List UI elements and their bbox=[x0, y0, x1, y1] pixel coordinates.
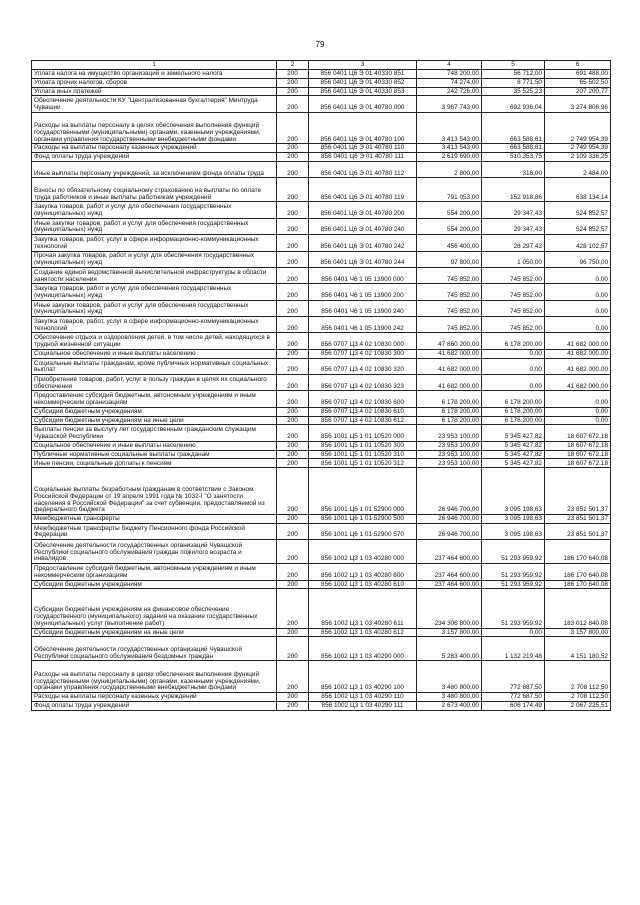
row-classification-cell: 856 0401 Ч6 1 05 13900 200 bbox=[309, 284, 417, 300]
row-unexecuted-cell: 41 682 000,00 bbox=[545, 358, 611, 374]
row-classification-cell: 856 0401 Ц6 Э 01 40780 100 bbox=[309, 112, 417, 144]
row-executed-cell: 0,00 bbox=[482, 358, 545, 374]
row-executed-cell: 56 712,00 bbox=[482, 70, 545, 79]
row-approved-cell: 2 800,00 bbox=[417, 161, 482, 177]
row-approved-cell: 23 953 100,00 bbox=[417, 459, 482, 468]
row-classification-cell: 856 0401 Ц6 Э 01 40780 240 bbox=[309, 218, 417, 234]
row-code-cell: 200 bbox=[277, 161, 309, 177]
table-row bbox=[32, 235, 611, 251]
row-classification-cell: 856 0401 Ц6 Э 01 40330 853 bbox=[309, 87, 417, 96]
row-executed-cell: 5 345 427,82 bbox=[482, 441, 545, 450]
row-code-cell: 200 bbox=[277, 235, 309, 251]
row-code-cell: 200 bbox=[277, 523, 309, 539]
table-row bbox=[32, 580, 611, 589]
row-name-cell: Закупка товаров, работ, услуг в сфере информационно-коммуникационных технологий bbox=[32, 317, 277, 333]
table-row bbox=[32, 78, 611, 87]
table-row bbox=[32, 284, 611, 300]
row-classification-cell: 856 0707 Ц3 4 02 10830 600 bbox=[309, 391, 417, 407]
row-executed-cell: 6 178 200,00 bbox=[482, 333, 545, 349]
row-name-cell: Иные закупки товаров, работ и услуг для обеспечения государственных (муниципальных) нужд bbox=[32, 218, 277, 234]
table-row bbox=[32, 391, 611, 407]
table-row bbox=[32, 523, 611, 539]
row-approved-cell: 554 200,00 bbox=[417, 218, 482, 234]
row-classification-cell: 856 0401 Ц6 Э 01 40330 852 bbox=[309, 78, 417, 87]
row-code-cell: 200 bbox=[277, 70, 309, 79]
row-approved-cell: 47 860 200,00 bbox=[417, 333, 482, 349]
row-unexecuted-cell: 207 200,77 bbox=[545, 87, 611, 96]
table-row bbox=[32, 317, 611, 333]
row-code-cell: 200 bbox=[277, 317, 309, 333]
row-unexecuted-cell: 2 708 112,50 bbox=[545, 692, 611, 701]
row-approved-cell: 23 953 100,00 bbox=[417, 441, 482, 450]
table-row bbox=[32, 661, 611, 693]
row-classification-cell: 856 1001 Ц5 1 01 10520 312 bbox=[309, 459, 417, 468]
row-name-cell: Уплата прочих налогов, сборов bbox=[32, 78, 277, 87]
row-code-cell: 200 bbox=[277, 564, 309, 580]
row-name-cell: Межбюджетные трансферты бюджету Пенсионного фонда Российской Федерации bbox=[32, 523, 277, 539]
column-header: 6 bbox=[545, 61, 611, 70]
row-approved-cell: 748 200,00 bbox=[417, 70, 482, 79]
row-executed-cell: 5 345 427,82 bbox=[482, 459, 545, 468]
row-approved-cell: 6 178 200,00 bbox=[417, 407, 482, 416]
row-executed-cell: 6 178 200,00 bbox=[482, 407, 545, 416]
table-row bbox=[32, 358, 611, 374]
row-name-cell: Прочая закупка товаров, работ и услуг для обеспечения государственных (муниципальных) нужд bbox=[32, 251, 277, 267]
row-name-cell: Фонд оплаты труда учреждений bbox=[32, 153, 277, 162]
row-classification-cell: 856 1001 Ц6 1 01 52900 000 bbox=[309, 468, 417, 515]
table-row bbox=[32, 178, 611, 202]
row-name-cell: Уплата иных платежей bbox=[32, 87, 277, 96]
table-row bbox=[32, 349, 611, 358]
budget-execution-table bbox=[31, 60, 611, 711]
row-classification-cell: 856 0707 Ц3 4 02 10830 320 bbox=[309, 358, 417, 374]
row-name-cell: Социальное обеспечение и иные выплаты населению bbox=[32, 349, 277, 358]
row-approved-cell: 6 178 200,00 bbox=[417, 416, 482, 425]
row-classification-cell: 856 1001 Ц5 1 01 10520 300 bbox=[309, 441, 417, 450]
row-unexecuted-cell: 0,00 bbox=[545, 416, 611, 425]
row-code-cell: 200 bbox=[277, 692, 309, 701]
row-unexecuted-cell: 0,00 bbox=[545, 391, 611, 407]
row-executed-cell: 51 293 959,92 bbox=[482, 589, 545, 628]
row-executed-cell: 663 588,61 bbox=[482, 112, 545, 144]
row-name-cell: Создание единой ведомственной вычислительной инфраструктуры в области занятости населения bbox=[32, 267, 277, 283]
row-unexecuted-cell: 3 157 800,00 bbox=[545, 628, 611, 637]
row-approved-cell: 3 413 543,00 bbox=[417, 112, 482, 144]
row-unexecuted-cell: 0,00 bbox=[545, 407, 611, 416]
row-code-cell: 200 bbox=[277, 144, 309, 153]
row-unexecuted-cell: 41 682 000,00 bbox=[545, 349, 611, 358]
row-classification-cell: 856 1002 Ц3 1 03 40280 600 bbox=[309, 564, 417, 580]
row-unexecuted-cell: 2 067 225,51 bbox=[545, 701, 611, 710]
table-row bbox=[32, 300, 611, 316]
table-row bbox=[32, 112, 611, 144]
row-executed-cell: 1 132 219,48 bbox=[482, 637, 545, 661]
row-code-cell: 200 bbox=[277, 358, 309, 374]
row-classification-cell: 856 0401 Ц6 Э 01 40330 851 bbox=[309, 70, 417, 79]
row-name-cell: Обеспечение деятельности КУ "Централизованная бухгалтерия" Минтруда Чувашии bbox=[32, 96, 277, 112]
table-row bbox=[32, 267, 611, 283]
row-executed-cell: 510 353,75 bbox=[482, 153, 545, 162]
row-name-cell: Выплаты пенсии за выслугу лет государственным гражданским служащим Чувашской Республики bbox=[32, 425, 277, 441]
row-name-cell: Публичные нормативные социальные выплаты гражданам bbox=[32, 450, 277, 459]
row-approved-cell: 3 413 543,00 bbox=[417, 144, 482, 153]
row-executed-cell: 772 687,50 bbox=[482, 661, 545, 693]
row-unexecuted-cell: 186 170 640,08 bbox=[545, 564, 611, 580]
row-code-cell: 200 bbox=[277, 515, 309, 524]
row-name-cell: Социальное обеспечение и иные выплаты населению bbox=[32, 441, 277, 450]
row-classification-cell: 856 0401 Ц6 Э 01 40780 244 bbox=[309, 251, 417, 267]
row-unexecuted-cell: 638 134,14 bbox=[545, 178, 611, 202]
row-unexecuted-cell: 0,00 bbox=[545, 284, 611, 300]
row-unexecuted-cell: 2 749 954,39 bbox=[545, 112, 611, 144]
row-code-cell: 200 bbox=[277, 540, 309, 564]
row-code-cell: 200 bbox=[277, 112, 309, 144]
row-classification-cell: 856 1002 Ц3 1 03 40290 110 bbox=[309, 692, 417, 701]
row-classification-cell: 856 1002 Ц3 1 03 40280 610 bbox=[309, 580, 417, 589]
row-classification-cell: 856 0401 Ц6 Э 01 40780 112 bbox=[309, 161, 417, 177]
table-row bbox=[32, 459, 611, 468]
row-executed-cell: 6 178 200,00 bbox=[482, 391, 545, 407]
row-executed-cell: 51 293 959,92 bbox=[482, 564, 545, 580]
row-executed-cell: 772 687,50 bbox=[482, 692, 545, 701]
row-classification-cell: 856 0401 Ц6 Э 01 40780 111 bbox=[309, 153, 417, 162]
table-row bbox=[32, 375, 611, 391]
row-classification-cell: 856 1002 Ц3 1 03 40280 000 bbox=[309, 540, 417, 564]
column-header: 3 bbox=[309, 61, 417, 70]
row-classification-cell: 856 0401 Ч6 1 05 13900 000 bbox=[309, 267, 417, 283]
row-code-cell: 200 bbox=[277, 333, 309, 349]
row-approved-cell: 41 682 000,00 bbox=[417, 375, 482, 391]
row-approved-cell: 791 053,00 bbox=[417, 178, 482, 202]
row-executed-cell: 28 297,43 bbox=[482, 235, 545, 251]
row-classification-cell: 856 1002 Ц3 1 03 40290 100 bbox=[309, 661, 417, 693]
row-approved-cell: 23 953 100,00 bbox=[417, 425, 482, 441]
row-unexecuted-cell: 18 607 672,18 bbox=[545, 459, 611, 468]
row-approved-cell: 456 400,00 bbox=[417, 235, 482, 251]
row-executed-cell: 606 174,49 bbox=[482, 701, 545, 710]
row-classification-cell: 856 0707 Ц3 4 02 10830 612 bbox=[309, 416, 417, 425]
row-name-cell: Межбюджетные трансферты bbox=[32, 515, 277, 524]
row-unexecuted-cell: 18 607 672,18 bbox=[545, 450, 611, 459]
row-approved-cell: 3 480 800,00 bbox=[417, 661, 482, 693]
row-classification-cell: 856 0401 Ц6 Э 01 40780 110 bbox=[309, 144, 417, 153]
row-approved-cell: 3 157 800,00 bbox=[417, 628, 482, 637]
table-row bbox=[32, 441, 611, 450]
row-approved-cell: 745 852,00 bbox=[417, 317, 482, 333]
row-executed-cell: 51 293 959,92 bbox=[482, 580, 545, 589]
row-name-cell: Расходы на выплаты персоналу казенных учреждений bbox=[32, 144, 277, 153]
row-name-cell: Иные пенсии, социальные доплаты к пенсиям bbox=[32, 459, 277, 468]
row-approved-cell: 26 946 700,00 bbox=[417, 468, 482, 515]
row-code-cell: 200 bbox=[277, 628, 309, 637]
row-executed-cell: 0,00 bbox=[482, 628, 545, 637]
row-classification-cell: 856 1002 Ц3 1 03 40280 611 bbox=[309, 589, 417, 628]
row-code-cell: 200 bbox=[277, 701, 309, 710]
row-approved-cell: 97 800,00 bbox=[417, 251, 482, 267]
row-classification-cell: 856 0401 Ц6 Э 01 40780 000 bbox=[309, 96, 417, 112]
row-code-cell: 200 bbox=[277, 416, 309, 425]
table-row bbox=[32, 70, 611, 79]
row-executed-cell: 3 095 198,63 bbox=[482, 523, 545, 539]
row-code-cell: 200 bbox=[277, 202, 309, 218]
row-unexecuted-cell: 691 488,00 bbox=[545, 70, 611, 79]
table-row bbox=[32, 333, 611, 349]
row-code-cell: 200 bbox=[277, 375, 309, 391]
table-row bbox=[32, 540, 611, 564]
row-code-cell: 200 bbox=[277, 267, 309, 283]
row-executed-cell: 0,00 bbox=[482, 349, 545, 358]
row-name-cell: Уплата налога на имущество организаций и земельного налога bbox=[32, 70, 277, 79]
row-executed-cell: 692 936,04 bbox=[482, 96, 545, 112]
table-row bbox=[32, 87, 611, 96]
row-unexecuted-cell: 186 170 640,08 bbox=[545, 540, 611, 564]
row-code-cell: 200 bbox=[277, 391, 309, 407]
row-code-cell: 200 bbox=[277, 407, 309, 416]
page-number: 79 bbox=[315, 40, 325, 49]
row-executed-cell: 8 771,50 bbox=[482, 78, 545, 87]
row-executed-cell: 0,00 bbox=[482, 375, 545, 391]
row-unexecuted-cell: 41 682 000,00 bbox=[545, 375, 611, 391]
row-code-cell: 200 bbox=[277, 459, 309, 468]
row-classification-cell: 856 0707 Ц3 4 02 10830 000 bbox=[309, 333, 417, 349]
row-code-cell: 200 bbox=[277, 349, 309, 358]
row-unexecuted-cell: 0,00 bbox=[545, 300, 611, 316]
table-row bbox=[32, 450, 611, 459]
table-row bbox=[32, 628, 611, 637]
row-name-cell: Расходы на выплаты персоналу в целях обеспечения выполнения функций государственными (муниципальными) органами, казенными учреждениями, органами управления государственными внебюджетными фондами bbox=[32, 112, 277, 144]
row-code-cell: 200 bbox=[277, 468, 309, 515]
row-classification-cell: 856 1001 Ц5 1 01 10520 000 bbox=[309, 425, 417, 441]
row-name-cell: Фонд оплаты труда учреждений bbox=[32, 701, 277, 710]
row-name-cell: Субсидии бюджетным учреждениям на финансовое обеспечение государственного (муниципального) задания на оказание государственных (муниципальных) услуг (выполнение работ) bbox=[32, 589, 277, 628]
row-unexecuted-cell: 524 852,57 bbox=[545, 202, 611, 218]
row-name-cell: Социальные выплаты безработным гражданам в соответствии с Законом Российской Федерации от 19 апреля 1991 года № 1032-I "О занятости населения в Российской Федерации" за счет субвенции, предоставляемой из федерального бюджета bbox=[32, 468, 277, 515]
row-unexecuted-cell: 41 682 000,00 bbox=[545, 333, 611, 349]
row-unexecuted-cell: 18 607 672,18 bbox=[545, 441, 611, 450]
row-name-cell: Закупка товаров, работ и услуг для обеспечения государственных (муниципальных) нужд bbox=[32, 202, 277, 218]
column-header: 5 bbox=[482, 61, 545, 70]
row-code-cell: 200 bbox=[277, 251, 309, 267]
row-classification-cell: 856 1002 Ц3 1 03 40290 111 bbox=[309, 701, 417, 710]
row-unexecuted-cell: 3 274 806,96 bbox=[545, 96, 611, 112]
row-unexecuted-cell: 2 708 112,50 bbox=[545, 661, 611, 693]
row-unexecuted-cell: 428 102,57 bbox=[545, 235, 611, 251]
row-approved-cell: 26 946 700,00 bbox=[417, 523, 482, 539]
table-row bbox=[32, 425, 611, 441]
row-classification-cell: 856 1001 Ц5 1 01 10520 310 bbox=[309, 450, 417, 459]
row-executed-cell: 152 918,86 bbox=[482, 178, 545, 202]
table-row bbox=[32, 153, 611, 162]
row-approved-cell: 41 682 000,00 bbox=[417, 349, 482, 358]
row-executed-cell: 745 852,00 bbox=[482, 317, 545, 333]
row-approved-cell: 2 619 690,00 bbox=[417, 153, 482, 162]
row-unexecuted-cell: 2 749 954,39 bbox=[545, 144, 611, 153]
row-code-cell: 200 bbox=[277, 441, 309, 450]
table-row bbox=[32, 692, 611, 701]
table-row bbox=[32, 468, 611, 515]
row-approved-cell: 3 967 743,00 bbox=[417, 96, 482, 112]
row-unexecuted-cell: 183 012 840,08 bbox=[545, 589, 611, 628]
row-unexecuted-cell: 23 851 501,37 bbox=[545, 523, 611, 539]
row-unexecuted-cell: 23 851 501,37 bbox=[545, 468, 611, 515]
row-classification-cell: 856 0401 Ц6 Э 01 40780 242 bbox=[309, 235, 417, 251]
row-approved-cell: 26 946 700,00 bbox=[417, 515, 482, 524]
row-classification-cell: 856 0401 Ц6 Э 01 40780 119 bbox=[309, 178, 417, 202]
table-row bbox=[32, 251, 611, 267]
row-name-cell: Расходы на выплаты персоналу в целях обеспечения выполнения функций государственными (муниципальными) органами, казенными учреждениями, органами управления государственными внебюджетными фондами bbox=[32, 661, 277, 693]
row-classification-cell: 856 0707 Ц3 4 02 10830 610 bbox=[309, 407, 417, 416]
row-classification-cell: 856 0401 Ц6 Э 01 40780 200 bbox=[309, 202, 417, 218]
row-code-cell: 200 bbox=[277, 96, 309, 112]
row-executed-cell: 35 525,23 bbox=[482, 87, 545, 96]
row-code-cell: 200 bbox=[277, 637, 309, 661]
row-executed-cell: 745 852,00 bbox=[482, 267, 545, 283]
row-code-cell: 200 bbox=[277, 450, 309, 459]
row-approved-cell: 554 200,00 bbox=[417, 202, 482, 218]
table-row bbox=[32, 144, 611, 153]
row-code-cell: 200 bbox=[277, 153, 309, 162]
row-name-cell: Иные закупки товаров, работ и услуг для обеспечения государственных (муниципальных) нужд bbox=[32, 300, 277, 316]
row-unexecuted-cell: 2 109 336,25 bbox=[545, 153, 611, 162]
row-approved-cell: 41 682 000,00 bbox=[417, 358, 482, 374]
row-executed-cell: 5 345 427,82 bbox=[482, 425, 545, 441]
row-approved-cell: 3 480 800,00 bbox=[417, 692, 482, 701]
row-name-cell: Субсидии бюджетным учреждениям на иные цели bbox=[32, 628, 277, 637]
table-row bbox=[32, 161, 611, 177]
row-code-cell: 200 bbox=[277, 78, 309, 87]
row-executed-cell: 3 095 198,63 bbox=[482, 468, 545, 515]
row-code-cell: 200 bbox=[277, 589, 309, 628]
row-executed-cell: 316,00 bbox=[482, 161, 545, 177]
row-executed-cell: 1 050,00 bbox=[482, 251, 545, 267]
table-row bbox=[32, 515, 611, 524]
column-header: 2 bbox=[277, 61, 309, 70]
table-row bbox=[32, 564, 611, 580]
row-unexecuted-cell: 65 502,50 bbox=[545, 78, 611, 87]
row-classification-cell: 856 1001 Ц6 1 01 52900 570 bbox=[309, 523, 417, 539]
row-code-cell: 200 bbox=[277, 580, 309, 589]
table-row bbox=[32, 407, 611, 416]
row-name-cell: Взносы по обязательному социальному страхованию на выплаты по оплате труда работников и иные выплаты работникам учреждений bbox=[32, 178, 277, 202]
row-approved-cell: 237 464 600,00 bbox=[417, 564, 482, 580]
column-header: 1 bbox=[32, 61, 277, 70]
row-code-cell: 200 bbox=[277, 425, 309, 441]
table-header-row bbox=[32, 61, 611, 70]
row-executed-cell: 29 347,43 bbox=[482, 202, 545, 218]
row-executed-cell: 6 178 200,00 bbox=[482, 416, 545, 425]
row-code-cell: 200 bbox=[277, 284, 309, 300]
row-name-cell: Закупка товаров, работ, услуг в сфере информационно-коммуникационных технологий bbox=[32, 235, 277, 251]
row-approved-cell: 745 852,00 bbox=[417, 284, 482, 300]
row-unexecuted-cell: 0,00 bbox=[545, 267, 611, 283]
row-approved-cell: 745 852,00 bbox=[417, 300, 482, 316]
row-executed-cell: 29 347,43 bbox=[482, 218, 545, 234]
row-classification-cell: 856 1002 Ц3 1 03 40290 000 bbox=[309, 637, 417, 661]
row-approved-cell: 2 673 400,00 bbox=[417, 701, 482, 710]
row-unexecuted-cell: 0,00 bbox=[545, 317, 611, 333]
row-code-cell: 200 bbox=[277, 218, 309, 234]
row-name-cell: Обеспечение отдыха и оздоровления детей, в том числе детей, находящихся в трудной жизненной ситуации bbox=[32, 333, 277, 349]
row-classification-cell: 856 0401 Ч6 1 05 13900 240 bbox=[309, 300, 417, 316]
row-executed-cell: 745 852,00 bbox=[482, 300, 545, 316]
row-approved-cell: 6 178 200,00 bbox=[417, 391, 482, 407]
table-row bbox=[32, 202, 611, 218]
table-row bbox=[32, 637, 611, 661]
row-approved-cell: 74 274,00 bbox=[417, 78, 482, 87]
row-executed-cell: 663 588,61 bbox=[482, 144, 545, 153]
row-unexecuted-cell: 2 484,00 bbox=[545, 161, 611, 177]
row-unexecuted-cell: 18 607 672,18 bbox=[545, 425, 611, 441]
row-executed-cell: 3 095 198,63 bbox=[482, 515, 545, 524]
table-row bbox=[32, 416, 611, 425]
row-code-cell: 200 bbox=[277, 661, 309, 693]
row-name-cell: Субсидии бюджетным учреждениям bbox=[32, 407, 277, 416]
row-approved-cell: 234 306 800,00 bbox=[417, 589, 482, 628]
row-approved-cell: 23 953 100,00 bbox=[417, 450, 482, 459]
row-unexecuted-cell: 96 750,00 bbox=[545, 251, 611, 267]
row-classification-cell: 856 0707 Ц3 4 02 10830 300 bbox=[309, 349, 417, 358]
row-code-cell: 200 bbox=[277, 300, 309, 316]
row-name-cell: Предоставление субсидий бюджетным, автономным учреждениям и иным некоммерческим организациям bbox=[32, 391, 277, 407]
row-unexecuted-cell: 23 851 501,37 bbox=[545, 515, 611, 524]
row-name-cell: Субсидии бюджетным учреждениям на иные цели bbox=[32, 416, 277, 425]
row-unexecuted-cell: 4 151 180,52 bbox=[545, 637, 611, 661]
row-classification-cell: 856 0707 Ц3 4 02 10830 323 bbox=[309, 375, 417, 391]
row-approved-cell: 242 726,00 bbox=[417, 87, 482, 96]
row-classification-cell: 856 0401 Ч6 1 05 13900 242 bbox=[309, 317, 417, 333]
row-name-cell: Иные выплаты персоналу учреждений, за исключением фонда оплаты труда bbox=[32, 161, 277, 177]
table-row bbox=[32, 218, 611, 234]
row-executed-cell: 5 345 427,82 bbox=[482, 450, 545, 459]
row-name-cell: Социальные выплаты гражданам, кроме публичных нормативных социальных выплат bbox=[32, 358, 277, 374]
row-unexecuted-cell: 524 852,57 bbox=[545, 218, 611, 234]
row-code-cell: 200 bbox=[277, 87, 309, 96]
column-header: 4 bbox=[417, 61, 482, 70]
row-name-cell: Расходы на выплаты персоналу казенных учреждений bbox=[32, 692, 277, 701]
row-executed-cell: 745 852,00 bbox=[482, 284, 545, 300]
row-classification-cell: 856 1001 Ц6 1 01 52900 500 bbox=[309, 515, 417, 524]
table-row bbox=[32, 701, 611, 710]
row-approved-cell: 237 464 600,00 bbox=[417, 540, 482, 564]
row-classification-cell: 856 1002 Ц3 1 03 40280 612 bbox=[309, 628, 417, 637]
row-approved-cell: 5 283 400,00 bbox=[417, 637, 482, 661]
row-unexecuted-cell: 186 170 640,08 bbox=[545, 580, 611, 589]
row-name-cell: Субсидии бюджетным учреждениям bbox=[32, 580, 277, 589]
row-name-cell: Приобретение товаров, работ, услуг в пользу граждан в целях их социального обеспечения bbox=[32, 375, 277, 391]
row-name-cell: Обеспечение деятельности государственных организаций Чувашской Республики социального обслуживания бездомных граждан bbox=[32, 637, 277, 661]
row-approved-cell: 237 464 600,00 bbox=[417, 580, 482, 589]
row-code-cell: 200 bbox=[277, 178, 309, 202]
row-approved-cell: 745 852,00 bbox=[417, 267, 482, 283]
row-executed-cell: 51 293 959,92 bbox=[482, 540, 545, 564]
table-row bbox=[32, 96, 611, 112]
table-row bbox=[32, 589, 611, 628]
row-name-cell: Предоставление субсидий бюджетным, автономным учреждениям и иным некоммерческим организациям bbox=[32, 564, 277, 580]
row-name-cell: Закупка товаров, работ и услуг для обеспечения государственных (муниципальных) нужд bbox=[32, 284, 277, 300]
row-name-cell: Обеспечение деятельности государственных организаций Чувашской Республики социального обслуживания граждан пожилого возраста и инвалидов bbox=[32, 540, 277, 564]
